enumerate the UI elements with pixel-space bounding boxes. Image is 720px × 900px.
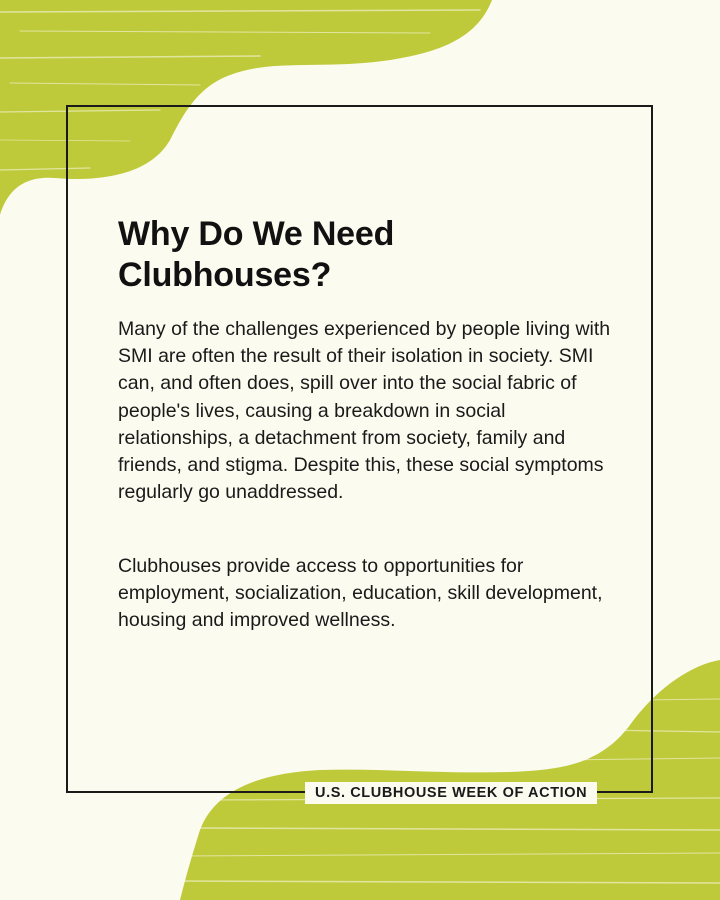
footer-label: U.S. CLUBHOUSE WEEK OF ACTION bbox=[305, 782, 597, 804]
title-line-1: Why Do We Need bbox=[118, 215, 395, 253]
body-paragraph-2: Clubhouses provide access to opportunities for employment, socialization, education, skill development, housing and improved wellness. bbox=[118, 555, 603, 632]
page-title bbox=[118, 214, 558, 296]
title-line-2: Clubhouses? bbox=[118, 256, 332, 294]
body-paragraph-1: Many of the challenges experienced by people living with SMI are often the result of their isolation in society. SMI can, and often does, spill over into the social fabric of people's lives, causing a breakdown in social relationships, a detachment from society, family and friends, and stigma. Despite this, these social symptoms regularly go unaddressed. bbox=[118, 318, 611, 504]
